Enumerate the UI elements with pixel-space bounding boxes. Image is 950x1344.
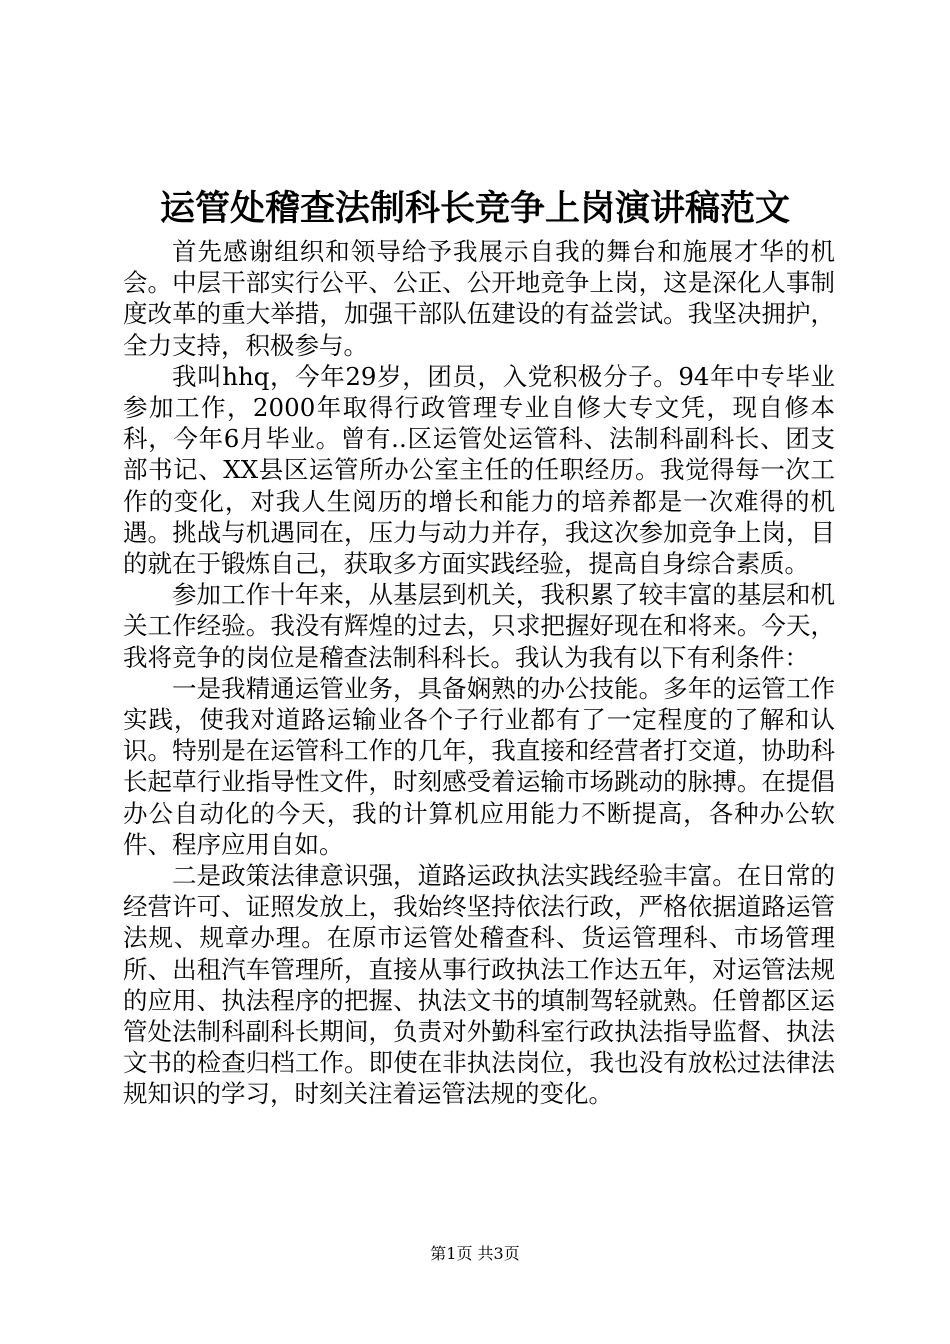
- document-title: 运管处稽查法制科长竞争上岗演讲稿范文: [159, 188, 790, 229]
- paragraph-advantage-one: 一是我精通运管业务，具备娴熟的办公技能。多年的运管工作实践，使我对道路运输业各个子行业都有了一定程度的了解和认识。特别是在运管科工作的几年，我直接和经营者打交道，协助科长起草行业指导性文件，时刻感受着运输市场跳动的脉搏。在提倡办公自动化的今天，我的计算机应用能力不断提高，各种办公软件、程序应用自如。: [123, 673, 835, 859]
- paragraph-intro: 首先感谢组织和领导给予我展示自我的舞台和施展才华的机会。中层干部实行公平、公正、公开地竞争上岗，这是深化人事制度改革的重大举措，加强干部队伍建设的有益尝试。我坚决拥护，全力支持，积极参与。: [123, 237, 835, 360]
- page-footer: 第1页 共3页: [430, 1244, 520, 1263]
- paragraph-experience: 参加工作十年来，从基层到机关，我积累了较丰富的基层和机关工作经验。我没有辉煌的过去，只求把握好现在和将来。今天，我将竞争的岗位是稽查法制科科长。我认为我有以下有利条件：: [123, 580, 835, 672]
- document-body: [123, 236, 835, 1110]
- paragraph-advantage-two: 二是政策法律意识强，道路运政执法实践经验丰富。在日常的经营许可、证照发放上，我始终坚持依法行政，严格依据道路运管法规、规章办理。在原市运管处稽查科、货运管理科、市场管理所、出租汽车管理所，直接从事行政执法工作达五年，对运管法规的应用、执法程序的把握、执法文书的填制驾轻就熟。任曾都区运管处法制科副科长期间，负责对外勤科室行政执法指导监督、执法文书的检查归档工作。即使在非执法岗位，我也没有放松过法律法规知识的学习，时刻关注着运管法规的变化。: [123, 861, 835, 1109]
- paragraph-self-introduction: 我叫hhq，今年29岁，团员，入党积极分子。94年中专毕业参加工作，2000年取得行政管理专业自修大专文凭，现自修本科，今年6月毕业。曾有..区运管处运管科、法制科副科长、团支部书记、XX县区运管所办公室主任的任职经历。我觉得每一次工作的变化，对我人生阅历的增长和能力的培养都是一次难得的机遇。挑战与机遇同在，压力与动力并存，我这次参加竞争上岗，目的就在于锻炼自己，获取多方面实践经验，提高自身综合素质。: [123, 361, 835, 579]
